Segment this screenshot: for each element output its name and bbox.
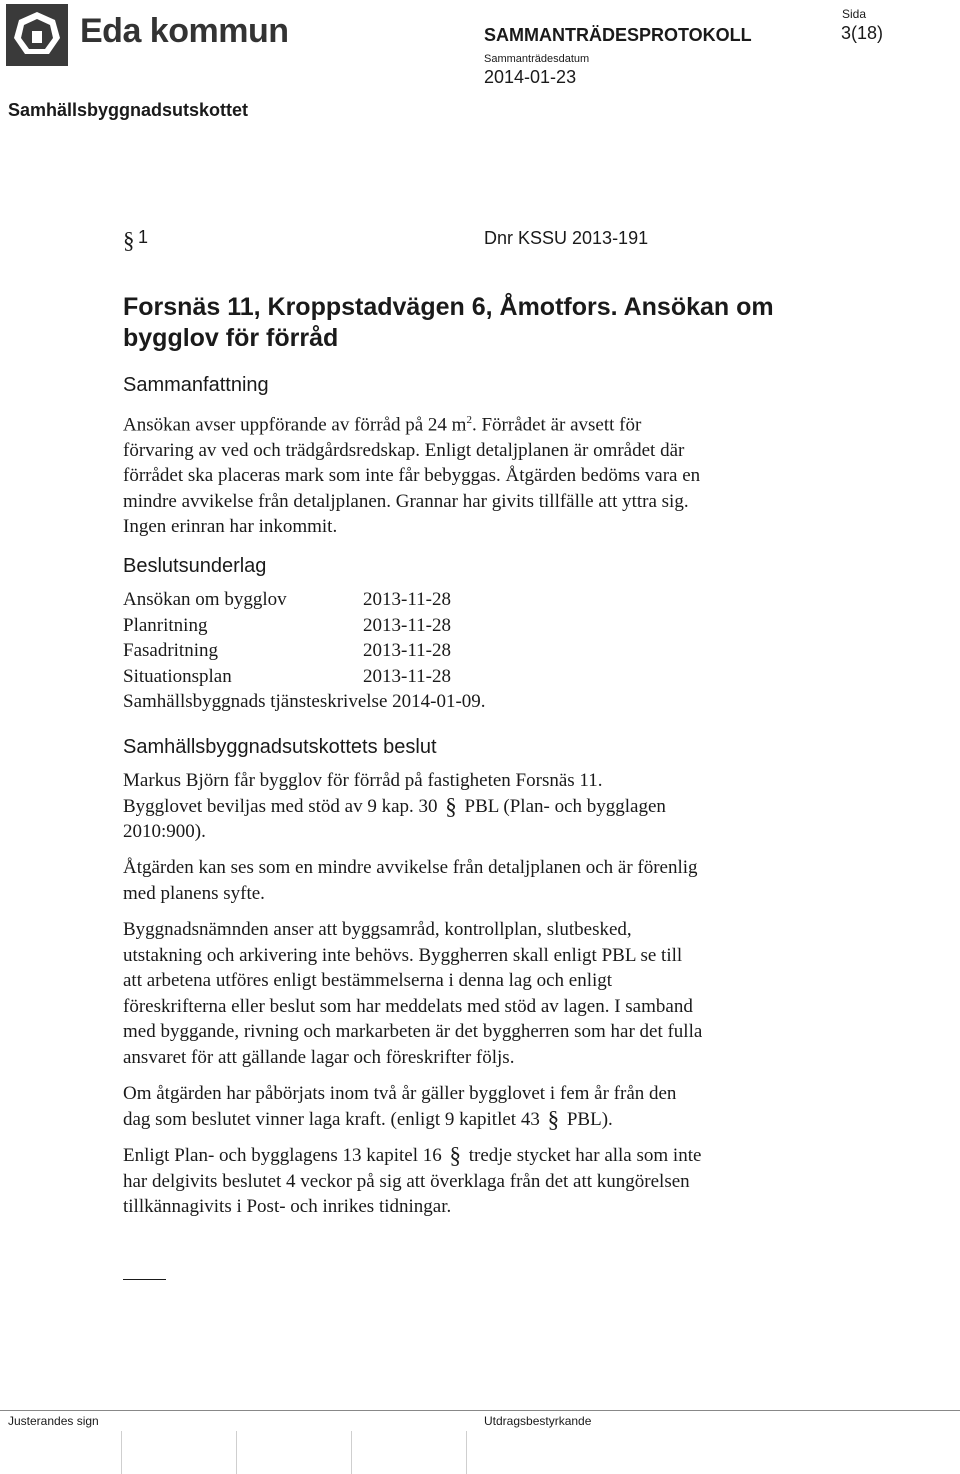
extract-label: Utdragsbestyrkande bbox=[484, 1414, 592, 1428]
page-label: Sida bbox=[842, 7, 867, 21]
decision-paragraph bbox=[123, 917, 702, 1070]
text-line bbox=[123, 1107, 676, 1133]
basis-document: Situationsplan bbox=[123, 665, 232, 687]
text-line: Ingen erinran har inkommit. bbox=[123, 516, 338, 538]
item-number: 1 bbox=[138, 227, 149, 247]
basis-date: 2013-11-28 bbox=[363, 640, 451, 661]
section-sign: § bbox=[449, 1143, 461, 1168]
text-line: Åtgärden kan ses som en mindre avvikelse från detaljplanen och är förenlig bbox=[123, 857, 698, 878]
basis-heading: Beslutsunderlag bbox=[123, 555, 267, 577]
text-segment: dag som beslutet vinner laga kraft. (enligt 9 kapitlet 43 bbox=[123, 1108, 540, 1130]
basis-document: Fasadritning bbox=[123, 640, 218, 661]
text-segment: tredje stycket har alla som inte bbox=[468, 1145, 702, 1166]
signature-box-divider bbox=[121, 1431, 122, 1474]
basis-document: Ansökan om bygglov bbox=[123, 589, 287, 610]
summary-heading: Sammanfattning bbox=[123, 374, 269, 396]
municipality-logo bbox=[6, 4, 68, 66]
section-sign: § bbox=[547, 1106, 560, 1132]
text-line bbox=[123, 794, 666, 820]
basis-date: 2013-11-28 bbox=[363, 665, 451, 687]
basis-row bbox=[123, 638, 451, 664]
text-line: utstakning och arkivering inte behövs. Byggherren skall enligt PBL se till bbox=[123, 944, 683, 966]
decision-paragraph bbox=[123, 1143, 701, 1220]
signature-box-divider bbox=[236, 1431, 237, 1474]
item-heading-line: Forsnäs 11, Kroppstadvägen 6, Åmotfors. Ansökan om bbox=[123, 293, 774, 321]
text-line: Byggnadsnämnden anser att byggsamråd, kontrollplan, slutbesked, bbox=[123, 919, 632, 940]
case-number: Dnr KSSU 2013-191 bbox=[484, 228, 649, 248]
superscript: 2 bbox=[466, 414, 472, 426]
text-line: förvaring av ved och trädgårdsredskap. Enligt detaljplanen är området där bbox=[123, 439, 685, 461]
meeting-date: 2014-01-23 bbox=[484, 67, 577, 87]
text-segment: Enligt Plan- och bygglagens 13 kapitel 16 bbox=[123, 1145, 442, 1166]
basis-row bbox=[123, 587, 451, 613]
end-separator bbox=[123, 1279, 166, 1280]
committee-name: Samhällsbyggnadsutskottet bbox=[8, 100, 249, 120]
signature-label: Justerandes sign bbox=[8, 1414, 99, 1428]
text-segment: . Förrådet är avsett för bbox=[471, 414, 642, 436]
text-line: Markus Björn får bygglov för förråd på fastigheten Forsnäs 11. bbox=[123, 770, 603, 791]
decision-paragraph bbox=[123, 768, 666, 845]
text-line: ansvaret för att gällande lagar och föreskrifter följs. bbox=[123, 1046, 515, 1068]
basis-row bbox=[123, 613, 451, 639]
decision-paragraph bbox=[123, 855, 698, 906]
text-line: har delgivits beslutet 4 veckor på sig att överklaga från det att kungörelsen bbox=[123, 1170, 690, 1192]
summary-text bbox=[123, 408, 700, 540]
text-line: föreskrifterna eller beslut som har meddelats med stöd av lagen. I samband bbox=[123, 995, 693, 1017]
document-title: SAMMANTRÄDESPROTOKOLL bbox=[484, 25, 752, 45]
footer-rule bbox=[0, 1410, 960, 1411]
basis-list bbox=[123, 587, 451, 689]
text-segment: Bygglovet beviljas med stöd av 9 kap. 30 bbox=[123, 795, 438, 817]
text-line: mindre avvikelse från detaljplanen. Grannar har givits tillfälle att yttra sig. bbox=[123, 490, 689, 512]
text-segment: PBL (Plan- och bygglagen bbox=[464, 795, 666, 817]
section-sign: § bbox=[445, 793, 457, 819]
text-line: tillkännagivits i Post- och inrikes tidningar. bbox=[123, 1196, 452, 1217]
text-line: förrådet ska placeras mark som inte får bebyggas. Åtgärden bedöms vara en bbox=[123, 465, 701, 487]
basis-date: 2013-11-28 bbox=[363, 614, 451, 636]
basis-date: 2013-11-28 bbox=[363, 589, 451, 610]
signature-box-divider bbox=[466, 1431, 467, 1474]
text-line: med planens syfte. bbox=[123, 882, 265, 904]
meeting-date-label: Sammanträdesdatum bbox=[484, 53, 590, 65]
page-number: 3(18) bbox=[841, 23, 884, 43]
item-heading bbox=[123, 292, 774, 354]
text-line bbox=[123, 1143, 701, 1169]
text-line: Om åtgärden har påbörjats inom två år gäller bygglovet i fem år från den bbox=[123, 1083, 677, 1104]
basis-document: Planritning bbox=[123, 614, 208, 636]
text-line: 2010:900). bbox=[123, 821, 206, 842]
text-segment: PBL). bbox=[566, 1108, 613, 1130]
basis-note: Samhällsbyggnads tjänsteskrivelse 2014-01-09. bbox=[123, 691, 486, 712]
decision-heading: Samhällsbyggnadsutskottets beslut bbox=[123, 736, 437, 758]
text-segment: Ansökan avser uppförande av förråd på 24 m bbox=[123, 414, 467, 436]
signature-box-divider bbox=[351, 1431, 352, 1474]
section-sign: § bbox=[123, 228, 135, 253]
text-line: med byggande, rivning och markarbeten är det byggherren som har det fulla bbox=[123, 1021, 703, 1042]
text-line: att arbetena utföres enligt bestämmelserna i denna lag och enligt bbox=[123, 970, 613, 991]
footer bbox=[0, 1410, 960, 1474]
text-line bbox=[123, 408, 700, 438]
decision-paragraph bbox=[123, 1081, 676, 1132]
brand-name: Eda kommun bbox=[80, 12, 289, 50]
item-heading-line: bygglov för förråd bbox=[123, 324, 339, 352]
basis-row bbox=[123, 664, 451, 690]
